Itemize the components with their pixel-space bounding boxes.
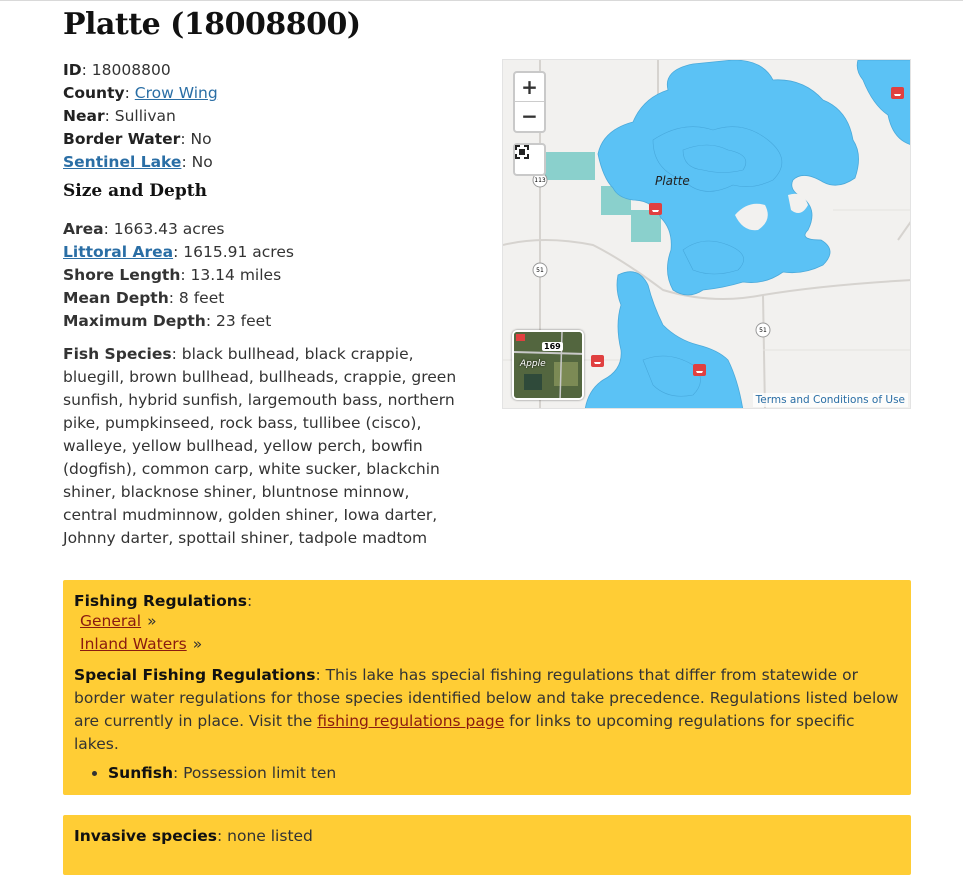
- invasive-species-label: Invasive species: [74, 827, 217, 845]
- zoom-control: [513, 71, 546, 133]
- top-divider: [0, 0, 963, 1]
- page-title: Platte (18008800): [63, 7, 361, 42]
- lake-map[interactable]: [502, 59, 911, 409]
- regulation-list: [74, 762, 900, 785]
- lake-id: 18008800: [91, 61, 171, 79]
- fishing-regulations-page-link[interactable]: fishing regulations page: [317, 712, 505, 730]
- county-row: County: Crow Wing: [63, 84, 218, 102]
- border-water-row: Border Water: No: [63, 130, 212, 148]
- max-depth-row: Maximum Depth: 23 feet: [63, 312, 272, 330]
- terms-link[interactable]: Terms and Conditions of Use: [753, 393, 908, 407]
- littoral-row: Littoral Area: 1615.91 acres: [63, 243, 294, 261]
- road-shield-113: 113: [534, 177, 546, 184]
- fullscreen-icon: [515, 145, 529, 159]
- inland-waters-link[interactable]: Inland Waters: [80, 635, 187, 653]
- general-regulations-link[interactable]: General: [80, 612, 142, 630]
- invasive-species-panel: Invasive species: none listed: [63, 815, 911, 875]
- sentinel-lake-link[interactable]: Sentinel Lake: [63, 153, 182, 171]
- shore-row: Shore Length: 13.14 miles: [63, 266, 282, 284]
- id-row: ID: 18008800: [63, 61, 171, 79]
- fish-species: Fish Species: black bullhead, black crappie, bluegill, brown bullhead, bullheads, crappie, green sunfish, hybrid sunfish, largemouth bass, northern pike, pumpkinseed, rock bass, tullibee (cisco), walleye, yellow bullhead, yellow perch, bowfin (dogfish), common carp, white sucker, blackchin shiner, blacknose shiner, bluntnose minnow, central mudminnow, golden shiner, Iowa darter, Johnny darter, spottail shiner, tadpole madtom: [63, 345, 457, 547]
- zoom-out-button[interactable]: −: [521, 104, 538, 128]
- fishing-regulations-label: Fishing Regulations: [74, 592, 247, 610]
- size-depth-heading: Size and Depth: [63, 181, 207, 201]
- fullscreen-button[interactable]: [513, 143, 546, 176]
- fishing-regulations-panel: Fishing Regulations: General » Inland Waters » Special Fishing Regulations: This lake has special fishing regulations that differ from statewide or border water regulations for those species identified below and take precedence. Regulations listed below are currently in place. Visit the fishing regulations page for links to upcoming regulations for specific lakes. • Sunfish: Possession limit ten: [63, 580, 911, 795]
- near-row: Near: Sullivan: [63, 107, 176, 125]
- invasive-species-value: none listed: [227, 827, 313, 845]
- map-lake-label: Platte: [655, 174, 690, 188]
- lake-info: [63, 59, 463, 174]
- general-link-row: General »: [80, 612, 157, 630]
- inland-link-row: Inland Waters »: [80, 635, 203, 653]
- zoom-in-button[interactable]: +: [515, 73, 544, 102]
- minimap-shield: 169: [544, 342, 561, 351]
- fish-species-list: black bullhead, black crappie, bluegill, brown bullhead, bullheads, crappie, green sunfish, hybrid sunfish, largemouth bass, northern pike, pumpkinseed, rock bass, tullibee (cisco), walleye, yellow bullhead, yellow perch, bowfin (dogfish), common carp, white sucker, blackchin shiner, blacknose shiner, bluntnose minnow, central mudminnow, golden shiner, Iowa darter, Johnny darter, spottail shiner, tadpole madtom: [63, 345, 457, 547]
- county-link[interactable]: Crow Wing: [134, 84, 218, 102]
- basemap-toggle[interactable]: [512, 330, 584, 400]
- mean-depth-row: Mean Depth: 8 feet: [63, 289, 225, 307]
- special-regulations-text: Special Fishing Regulations: This lake has special fishing regulations that differ from statewide or border water regulations for those species identified below and take precedence. Regulations listed below are currently in place. Visit the fishing regulations page for links to upcoming regulations for specific lakes.: [74, 666, 899, 753]
- regulation-item: • Sunfish: Possession limit ten: [108, 762, 900, 785]
- littoral-area-link[interactable]: Littoral Area: [63, 243, 174, 261]
- sentinel-row: Sentinel Lake: No: [63, 153, 213, 171]
- size-depth-list: [63, 218, 463, 333]
- minimap-label: Apple: [520, 359, 546, 369]
- road-shield-51-west: 51: [536, 267, 544, 274]
- area-row: Area: 1663.43 acres: [63, 220, 225, 238]
- road-shield-51-east: 51: [759, 327, 767, 334]
